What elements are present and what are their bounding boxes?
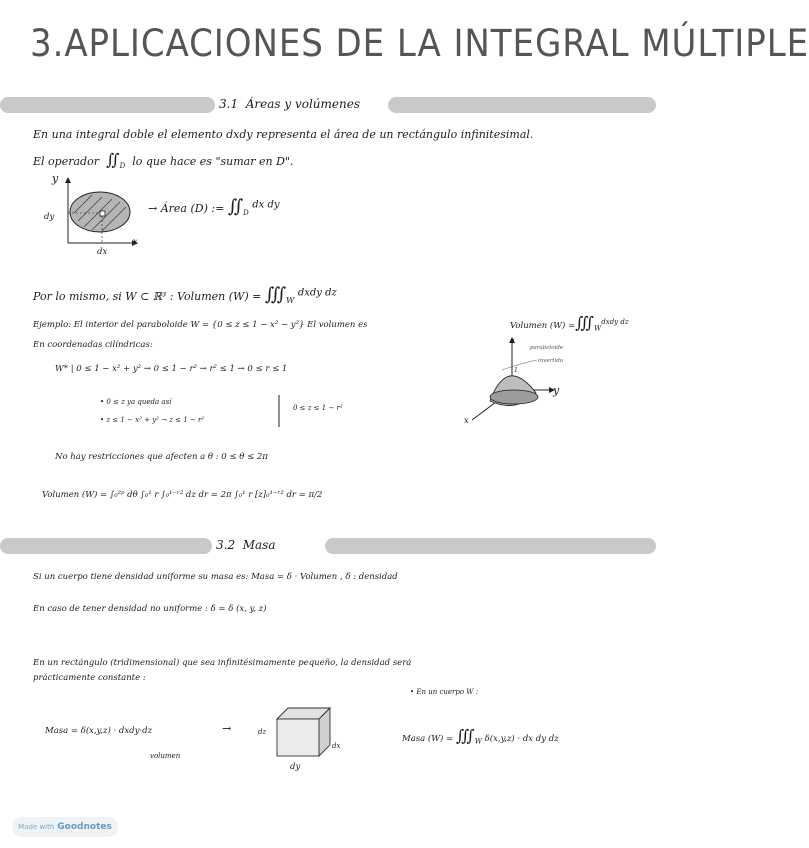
axis-label-y: y <box>52 172 59 185</box>
mass-equation: Masa = δ(x,y,z) · dxdy·dz <box>45 726 153 736</box>
triple-integral-symbol: ∭ <box>264 284 287 305</box>
page-title: 3.APLICACIONES DE LA INTEGRAL MÚLTIPLE <box>30 22 809 65</box>
volume-definition: Por lo mismo, si W ⊂ ℝ³ : Volumen $(W) = ∭_W$ $^{dxdy dz}$ <box>33 284 337 306</box>
goodnotes-badge[interactable]: Made with Goodnotes <box>12 817 118 837</box>
brace-divider <box>277 395 281 427</box>
cube-label-dz: dz <box>258 728 267 736</box>
label-dy: dy <box>44 212 55 222</box>
text-line: El operador $∬_D$ lo que hace es "sumar en D". <box>33 150 294 171</box>
triple-integral-symbol: ∭ <box>575 313 595 332</box>
axis-label-y: y <box>553 384 560 397</box>
section-band-right <box>325 538 656 554</box>
section-heading-masa: 3.2 Masa <box>212 538 280 552</box>
cube-label-dx: dx <box>332 742 341 750</box>
area-definition: → Área (D) := $∬_D$ $^{dx dy}$ <box>148 196 280 218</box>
infinitesimal-cube <box>272 705 334 757</box>
double-integral-symbol: ∬ <box>227 196 244 217</box>
annotation: paraboloide <box>530 345 564 351</box>
condition-result: 0 ≤ z ≤ 1 − r² <box>293 404 343 412</box>
text-line: En una integral doble el elemento dxdy representa el área de un rectángulo infinitesimal. <box>33 128 534 141</box>
annotation: invertido <box>538 358 564 364</box>
triple-integral-symbol: ∭ <box>455 726 475 745</box>
example-volume: Volumen $(W) =∭_W^{dxdy dz}$ <box>510 313 629 333</box>
volume-computation: Volumen (W) = ∫₀²ᵖ dθ ∫₀¹ r ∫₀¹⁻ʳ² dz dr = 2π ∫₀¹ r [z]₀¹⁻ʳ² dr = π/2 <box>42 490 323 500</box>
condition-line: W* | 0 ≤ 1 − x² + y² → 0 ≤ 1 − r² → r² ≤ 1 → 0 ≤ r ≤ 1 <box>55 364 288 374</box>
example-line: En coordenadas cilíndricas: <box>33 340 153 350</box>
double-integral-symbol: ∬ <box>105 150 120 169</box>
annotation: 1 <box>514 367 518 374</box>
text-line: En un rectángulo (tridimensional) que sea infinitésimamente pequeño, la densidad será <box>33 658 412 668</box>
cube-label-dy: dy <box>290 762 301 772</box>
arrow: → <box>222 722 232 735</box>
example-line: Ejemplo: El interior del paraboloide W = {0 ≤ z ≤ 1 − x² − y²} El volumen es <box>33 320 368 330</box>
text-line: prácticamente constante : <box>33 673 146 683</box>
body-note: • En un cuerpo W : <box>410 688 479 696</box>
theta-restriction: No hay restricciones que afecten a θ : 0 ≤ θ ≤ 2π <box>55 452 268 462</box>
condition-line: • 0 ≤ z ya queda así <box>100 398 172 406</box>
section-band-right <box>388 97 656 113</box>
paraboloid-diagram <box>462 335 582 430</box>
axis-label-x: x <box>133 237 138 247</box>
section-band-left <box>0 538 212 554</box>
section-heading-areas: 3.1 Áreas y volúmenes <box>215 97 364 111</box>
axis-label-z: z <box>510 336 515 346</box>
volume-underbrace-label: volumen <box>150 752 181 760</box>
section-band-left <box>0 97 215 113</box>
text-line: En caso de tener densidad no uniforme : δ = δ (x, y, z) <box>33 604 267 614</box>
text-line: Si un cuerpo tiene densidad uniforme su masa es: Masa = δ · Volumen , δ : densidad <box>33 572 398 582</box>
condition-line: • z ≤ 1 − x² + y² → z ≤ 1 − r² <box>100 416 205 424</box>
body-mass-equation: Masa $(W) = ∭_W$ δ(x,y,z) · dx dy dz <box>402 726 559 746</box>
axis-label-x: x <box>464 416 469 426</box>
label-dx: dx <box>97 247 108 257</box>
